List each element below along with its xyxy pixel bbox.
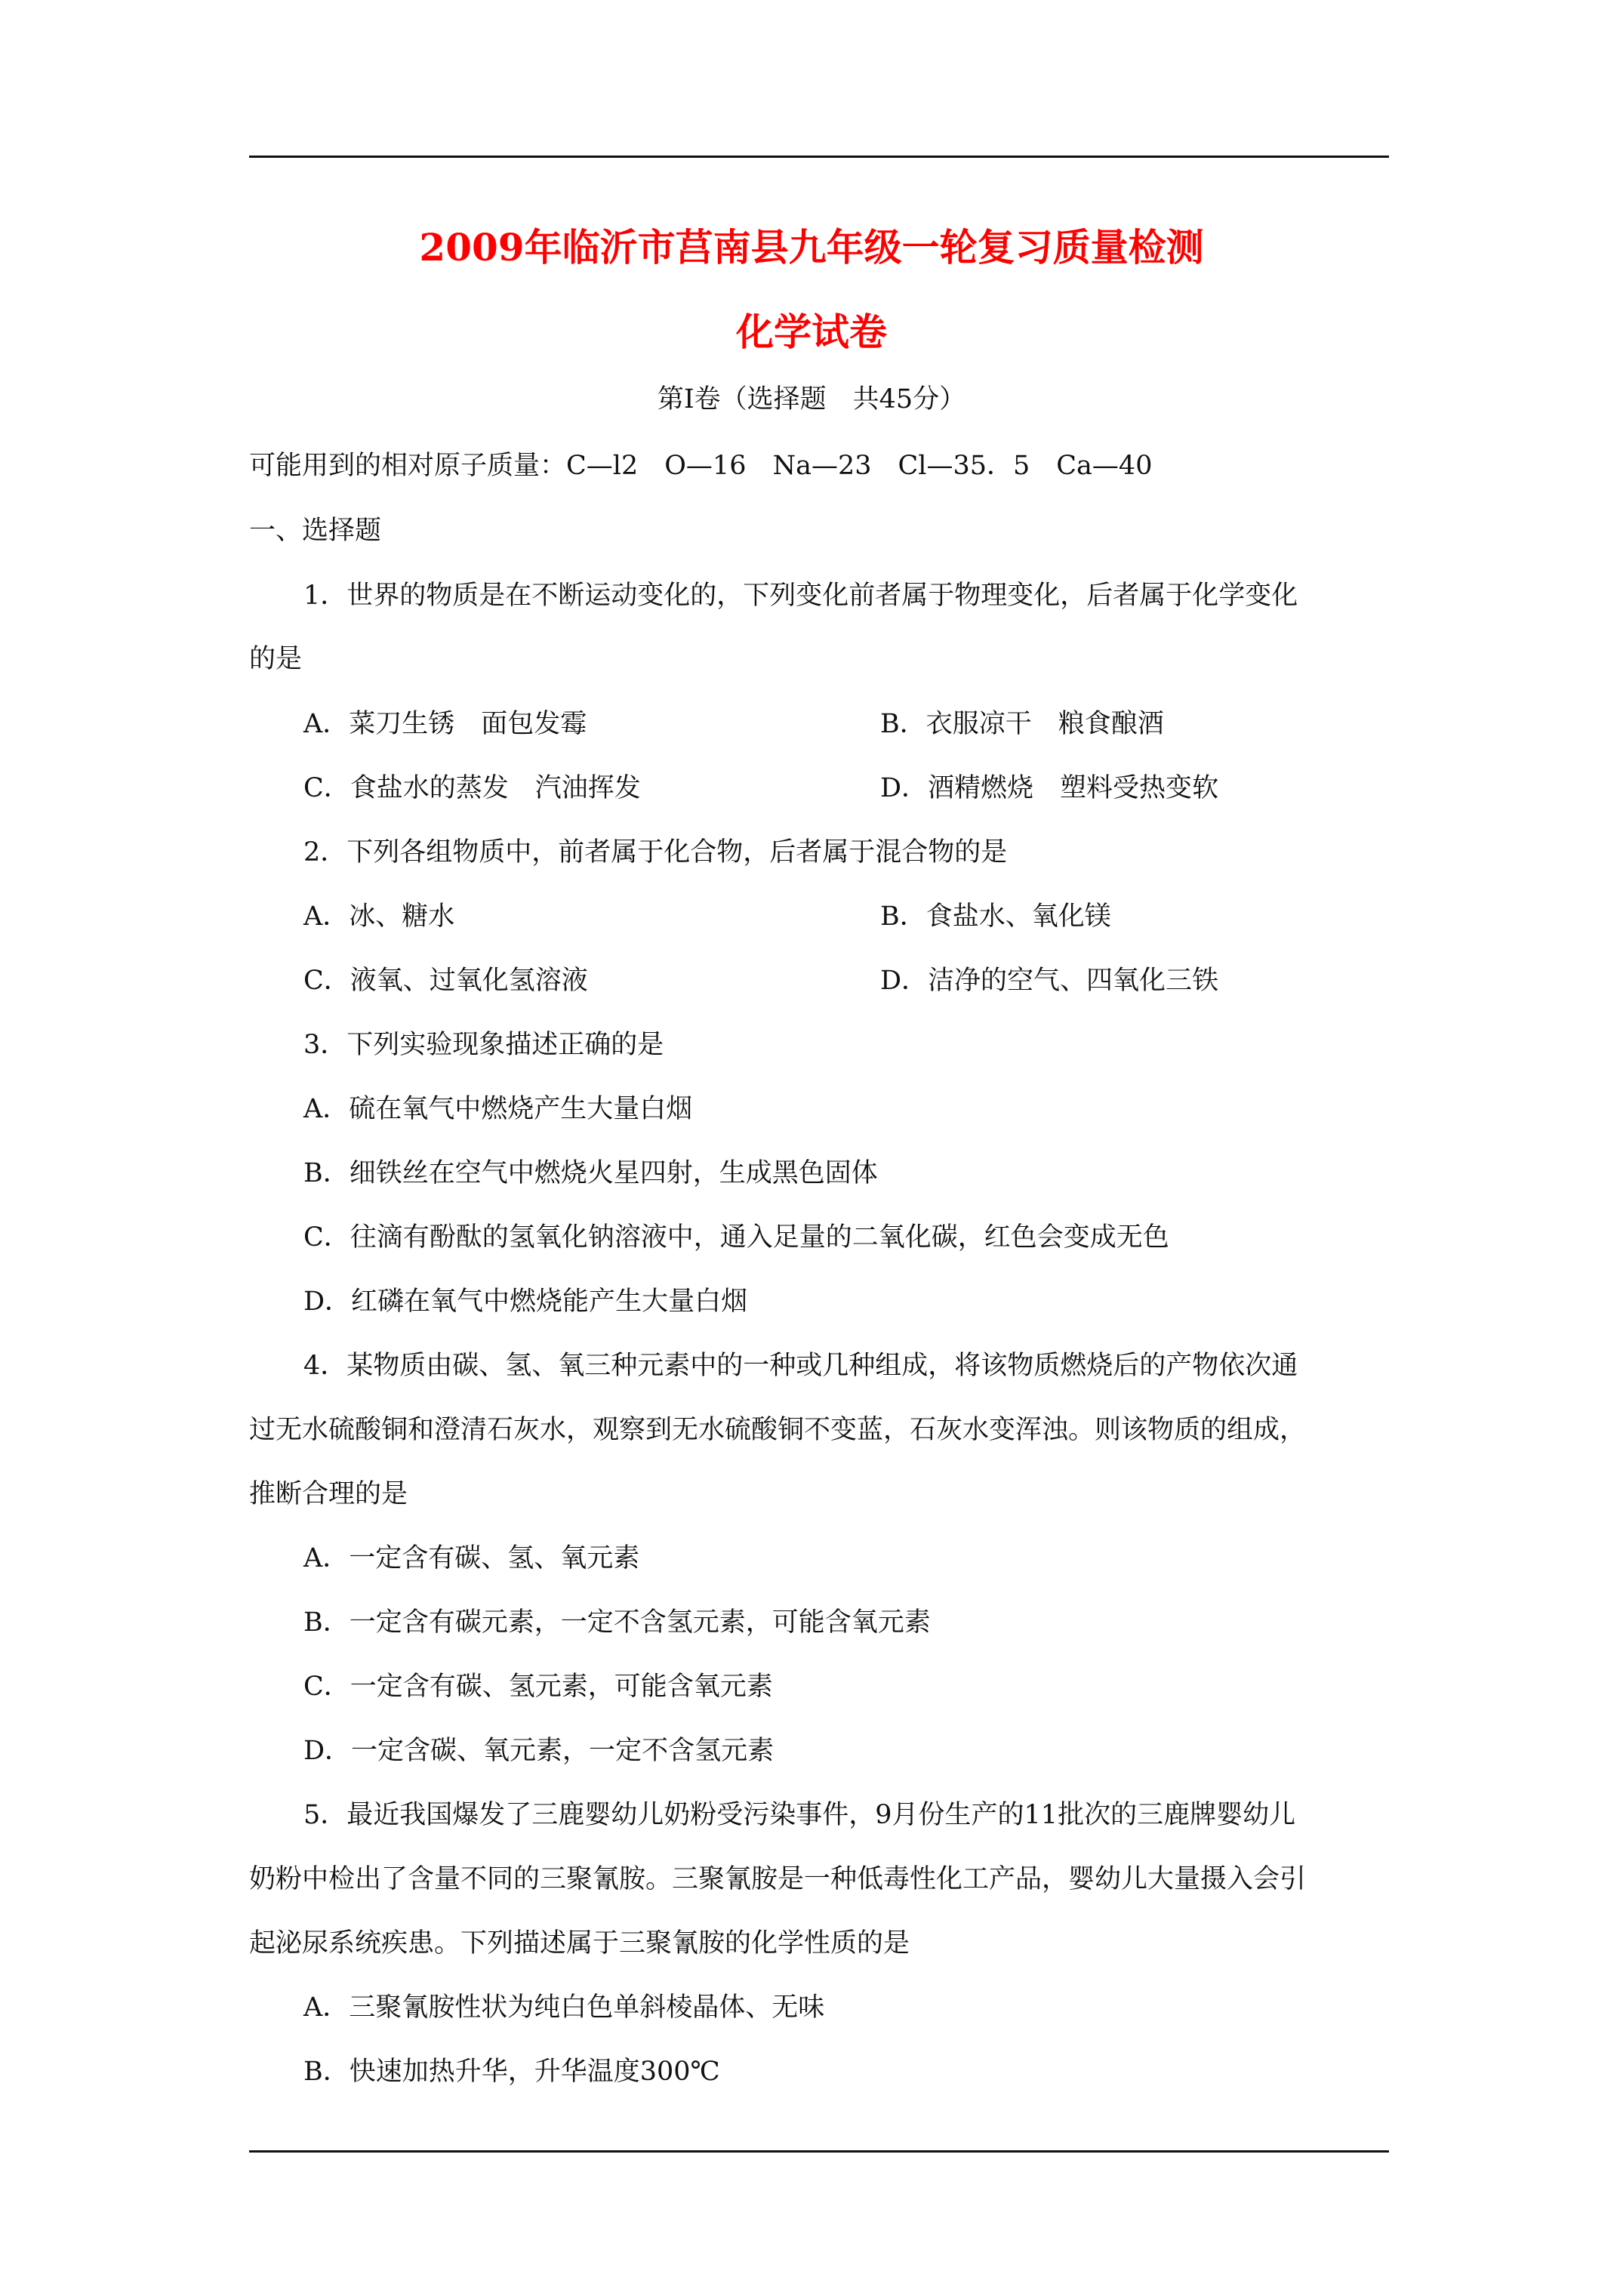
q1-option-c: C．食盐水的蒸发 汽油挥发 [303,773,641,803]
q3-option-a: A．硫在氧气中燃烧产生大量白烟 [303,1094,693,1124]
q3-option-d: D．红磷在氧气中燃烧能产生大量白烟 [303,1287,748,1317]
q2-option-c: C．液氧、过氧化氢溶液 [303,966,588,996]
part-heading: 一、选择题 [249,516,382,546]
q1-option-a: A．菜刀生锈 面包发霉 [303,709,587,739]
document-subtitle: 化学试卷 [736,310,887,354]
q5-stem-line2: 奶粉中检出了含量不同的三聚氰胺。三聚氰胺是一种低毒性化工产品，婴幼儿大量摄入会引 [249,1864,1307,1894]
top-rule [249,156,1389,158]
q2-stem: 2．下列各组物质中，前者属于化合物，后者属于混合物的是 [303,837,1008,868]
atomic-masses-note: 可能用到的相对原子质量：C—l2 O—16 Na—23 Cl—35．5 Ca—40 [249,451,1153,481]
q4-stem-line2: 过无水硫酸铜和澄清石灰水，观察到无水硫酸铜不变蓝，石灰水变浑浊。则该物质的组成， [249,1415,1307,1445]
q4-stem-line3: 推断合理的是 [249,1479,408,1509]
section-heading: 第Ⅰ卷（选择题 共45分） [657,384,966,415]
q4-option-b: B．一定含有碳元素，一定不含氢元素，可能含氧元素 [303,1607,931,1638]
q4-option-c: C．一定含有碳、氢元素，可能含氧元素 [303,1672,773,1702]
q5-stem-line3: 起泌尿系统疾患。下列描述属于三聚氰胺的化学性质的是 [249,1928,910,1959]
q3-option-b: B．细铁丝在空气中燃烧火星四射，生成黑色固体 [303,1158,878,1188]
q4-option-a: A．一定含有碳、氢、氧元素 [303,1543,640,1573]
q1-stem-line1: 1．世界的物质是在不断运动变化的，下列变化前者属于物理变化，后者属于化学变化 [303,581,1298,611]
document-title: 2009年临沂市莒南县九年级一轮复习质量检测 [419,225,1204,270]
bottom-rule [249,2150,1389,2153]
q1-option-b: B．衣服凉干 粮食酿酒 [880,709,1164,739]
q1-stem-line2: 的是 [249,644,303,674]
q2-option-a: A．冰、糖水 [303,901,455,932]
q3-option-c: C．往滴有酚酞的氢氧化钠溶液中，通入足量的二氧化碳，红色会变成无色 [303,1222,1169,1253]
q4-option-d: D．一定含碳、氧元素，一定不含氢元素 [303,1736,775,1766]
q4-stem-line1: 4．某物质由碳、氢、氧三种元素中的一种或几种组成，将该物质燃烧后的产物依次通 [303,1351,1298,1381]
q5-option-a: A．三聚氰胺性状为纯白色单斜棱晶体、无味 [303,1992,825,2023]
q5-option-b: B．快速加热升华，升华温度300℃ [303,2057,720,2087]
q2-option-d: D．洁净的空气、四氧化三铁 [880,966,1219,996]
q5-stem-line1: 5．最近我国爆发了三鹿婴幼儿奶粉受污染事件，9月份生产的11批次的三鹿牌婴幼儿 [303,1800,1296,1830]
q3-stem: 3．下列实验现象描述正确的是 [303,1030,664,1060]
q2-option-b: B．食盐水、氧化镁 [880,901,1111,932]
q1-option-d: D．酒精燃烧 塑料受热变软 [880,773,1219,803]
